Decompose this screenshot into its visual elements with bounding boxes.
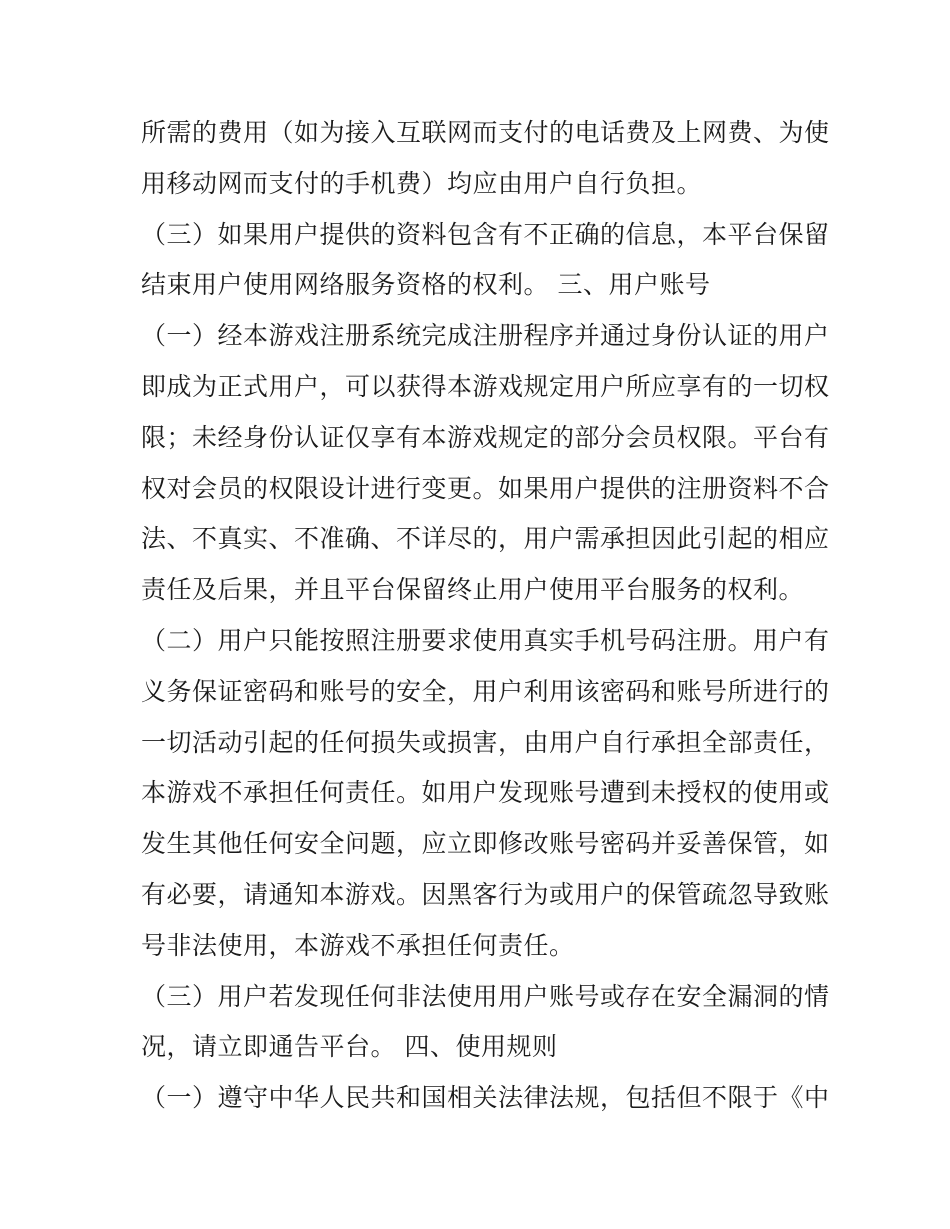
text-line: （二）用户只能按照注册要求使用真实手机号码注册。用户有 — [141, 625, 830, 655]
text-line: 号非法使用，本游戏不承担任何责任。 — [141, 930, 575, 960]
text-line: 结束用户使用网络服务资格的权利。 三、用户账号 — [141, 270, 711, 300]
text-line: 所需的费用（如为接入互联网而支付的电话费及上网费、为使 — [141, 118, 830, 147]
document-body — [141, 108, 830, 1124]
text-line: 况，请立即通告平台。 四、使用规则 — [141, 1032, 558, 1062]
text-line: 有必要，请通知本游戏。因黑客行为或用户的保管疏忽导致账 — [141, 879, 830, 909]
text-line: 发生其他任何安全问题，应立即修改账号密码并妥善保管，如 — [141, 829, 830, 859]
text-line: （三）用户若发现任何非法使用用户账号或存在安全漏洞的情 — [141, 981, 830, 1011]
text-line: 责任及后果，并且平台保留终止用户使用平台服务的权利。 — [141, 575, 805, 605]
text-line: 限；未经身份认证仅享有本游戏规定的部分会员权限。平台有 — [141, 422, 830, 452]
text-line: 即成为正式用户，可以获得本游戏规定用户所应享有的一切权 — [141, 371, 830, 401]
text-line: 法、不真实、不准确、不详尽的，用户需承担因此引起的相应 — [141, 524, 830, 554]
text-line: 一切活动引起的任何损失或损害，由用户自行承担全部责任， — [141, 727, 830, 757]
text-line: 权对会员的权限设计进行变更。如果用户提供的注册资料不合 — [141, 473, 830, 503]
text-line: （三）如果用户提供的资料包含有不正确的信息，本平台保留 — [141, 219, 830, 249]
text-line: 本游戏不承担任何责任。如用户发现账号遭到未授权的使用或 — [141, 778, 830, 808]
text-line: （一）遵守中华人民共和国相关法律法规，包括但不限于《中 — [141, 1083, 830, 1113]
text-line: 用移动网而支付的手机费）均应由用户自行负担。 — [141, 168, 703, 198]
text-line: （一）经本游戏注册系统完成注册程序并通过身份认证的用户 — [141, 321, 830, 351]
text-line: 义务保证密码和账号的安全，用户利用该密码和账号所进行的 — [141, 676, 830, 706]
